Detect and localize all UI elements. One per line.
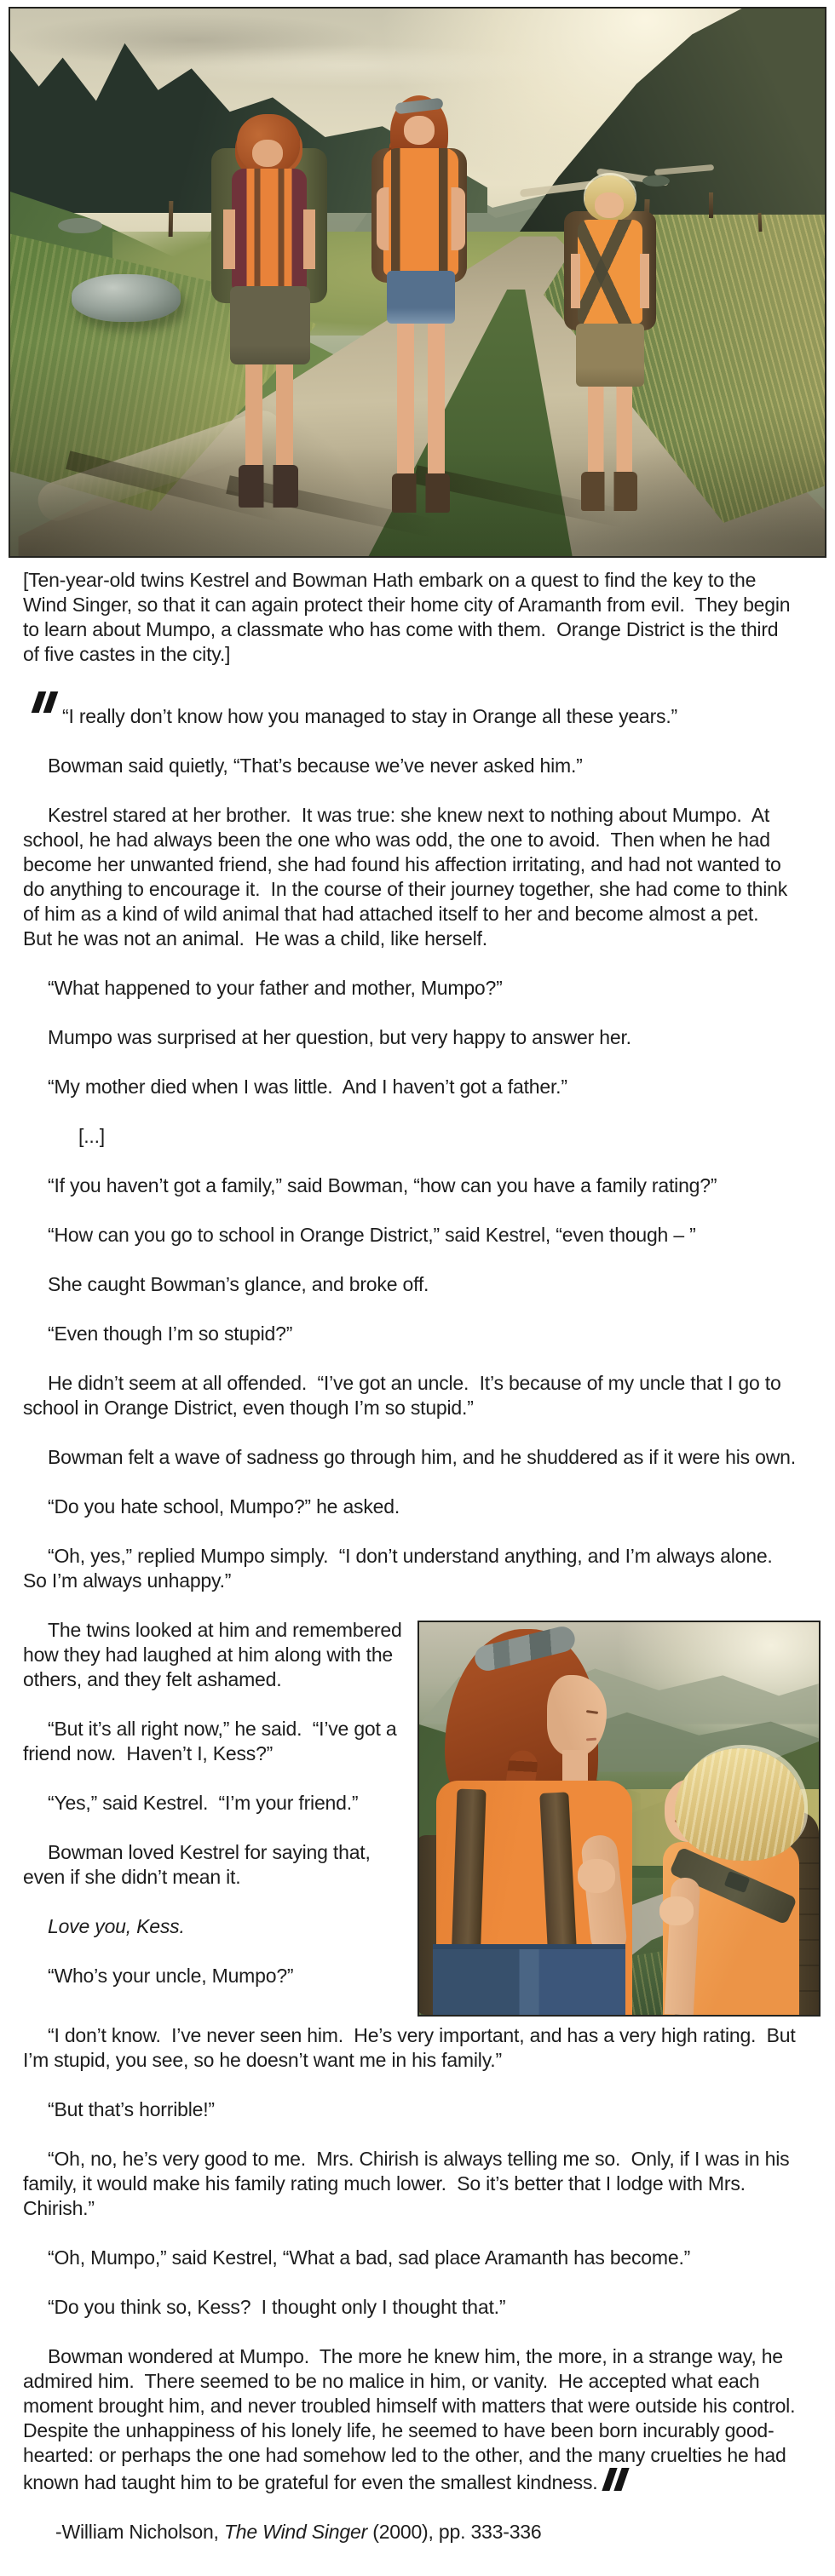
face xyxy=(252,140,283,167)
paragraph-text: He didn’t seem at all offended. “I’ve got an uncle. It’s because of my uncle that I go to school in Orange District, even though I’m so stupid.” xyxy=(23,1372,786,1419)
paragraph-text: “Do you think so, Kess? I thought only I thought that.” xyxy=(48,2296,506,2318)
quote-paragraph xyxy=(23,2097,797,2122)
paragraph-text: She caught Bowman’s glance, and broke off. xyxy=(48,1273,429,1295)
inset-photo-kestrel-mumpo xyxy=(418,1621,821,2017)
quote-paragraph xyxy=(23,754,797,778)
quote-paragraph xyxy=(23,1025,797,1050)
attribution-prefix: -William Nicholson, xyxy=(55,2521,224,2543)
shorts xyxy=(230,286,310,364)
girl-neck xyxy=(562,1750,588,1784)
quote-bar xyxy=(43,691,59,713)
paragraph-text: “Who’s your uncle, Mumpo?” xyxy=(48,1965,294,1987)
attribution-book-title: The Wind Singer xyxy=(223,2521,368,2543)
quote-paragraph xyxy=(23,1371,797,1420)
boots xyxy=(392,473,450,513)
paragraph-text: Kestrel stared at her brother. It was true: she knew next to nothing about Mumpo. At school, he had always been the one who was odd, the one to avoid. Then when he had become her unwanted friend, she had found his affection irritating, and had not wanted to do anything to encourage it. In the course of their journey together, she had come to think of him as a kind of wild animal that had attached itself to her and become almost a pet. But he was not an animal. He was a child, like herself. xyxy=(23,804,793,950)
paragraph-text: “Oh, Mumpo,” said Kestrel, “What a bad, sad place Aramanth has become.” xyxy=(48,2246,691,2269)
face xyxy=(404,116,435,145)
quote-bar xyxy=(614,2468,630,2491)
intro-caption xyxy=(23,568,797,667)
paragraph-text: “Even though I’m so stupid?” xyxy=(48,1322,293,1345)
quote-paragraph xyxy=(23,1495,797,1519)
boots xyxy=(581,472,637,511)
legs xyxy=(397,324,445,473)
paragraph-text: “Yes,” said Kestrel. “I’m your friend.” xyxy=(48,1792,359,1814)
quote-paragraph xyxy=(23,2023,801,2073)
arms xyxy=(223,209,315,269)
paragraph-text: “What happened to your father and mother, Mumpo?” xyxy=(48,977,503,999)
quote-paragraph xyxy=(23,1223,797,1248)
girl-jeans xyxy=(433,1944,625,2017)
paragraph-text: Bowman loved Kestrel for saying that, even if she didn’t mean it. xyxy=(23,1841,376,1888)
paragraph-text: “But it’s all right now,” he said. “I’ve got a friend now. Haven’t I, Kess?” xyxy=(23,1718,402,1764)
arms xyxy=(571,254,649,308)
intro-text: [Ten-year-old twins Kestrel and Bowman Hath embark on a quest to find the key to the Wind Singer, so that it can again protect their home city of Aramanth from evil. They begin to learn about Mumpo, a classmate who has come with them. Orange District is the third of five castes in the city.] xyxy=(23,569,796,665)
paragraph-text: Love you, Kess. xyxy=(48,1915,185,1937)
quote-paragraph xyxy=(23,1173,797,1198)
attribution xyxy=(23,2520,797,2544)
quote-paragraph xyxy=(23,1544,797,1593)
attribution-suffix: (2000), pp. 333-336 xyxy=(367,2521,542,2543)
arms xyxy=(377,187,465,250)
quote-paragraph xyxy=(23,976,797,1001)
quote-paragraph xyxy=(23,1322,797,1346)
shorts xyxy=(576,324,644,387)
paragraph-text: Mumpo was surprised at her question, but very happy to answer her. xyxy=(48,1026,631,1048)
quote-paragraph xyxy=(23,691,797,729)
quote-paragraph xyxy=(23,2246,797,2270)
paragraph-text: “I really don’t know how you managed to stay in Orange all these years.” xyxy=(62,705,677,727)
paragraph-text: “Do you hate school, Mumpo?” he asked. xyxy=(48,1495,400,1517)
text-column xyxy=(0,568,835,2544)
quote-paragraph xyxy=(23,2147,797,2221)
denim-shorts xyxy=(387,271,455,324)
quote-paragraph xyxy=(23,1272,797,1297)
legs xyxy=(588,387,632,475)
paragraph-text: “How can you go to school in Orange District,” said Kestrel, “even though – ” xyxy=(48,1224,696,1246)
paragraph-text: “I don’t know. I’ve never seen him. He’s very important, and has a very high rating. But I’m stupid, you see, so he doesn’t want me in his family.” xyxy=(23,2024,801,2071)
paragraph-text: “Oh, yes,” replied Mumpo simply. “I don’t understand anything, and I’m always alone. So I’m always unhappy.” xyxy=(23,1545,783,1592)
red-haired-boy-figure xyxy=(215,114,324,508)
paragraph-text: “Oh, no, he’s very good to me. Mrs. Chirish is always telling me so. Only, if I was in his family, it would make his family rating much lower. So it’s better that I lodge with Mrs. Chirish.” xyxy=(23,2148,795,2219)
boy-hair xyxy=(675,1748,804,1861)
quote-section-with-inset-photo xyxy=(23,1618,806,2495)
quote-paragraph xyxy=(23,2344,806,2495)
paragraph-text: Bowman felt a wave of sadness go through him, and he shuddered as if it were his own. xyxy=(48,1446,796,1468)
hero-photo-children-hiking xyxy=(9,7,826,558)
quote-paragraph xyxy=(23,2295,797,2320)
girl-figure xyxy=(378,94,464,513)
paragraph-text: The twins looked at him and remembered how they had laughed at him along with the others, and they felt ashamed. xyxy=(23,1619,407,1690)
legs xyxy=(245,364,293,468)
quote-paragraph xyxy=(23,1445,797,1470)
blond-boy-figure xyxy=(569,175,651,508)
paragraph-text: [...] xyxy=(78,1125,105,1147)
paragraph-text: Bowman wondered at Mumpo. The more he knew him, the more, in a strange way, he admired him. There seemed to be no malice in him, or vanity. He accepted what each moment brought him, and never troubled himself with matters that were outside his control. Despite the unhappiness of his lonely life, he seemed to have been born incurably good-hearted: or perhaps the one had somehow led to the other, and the many cruelties he had known had taught him to be grateful for even the smallest kindness. xyxy=(23,2345,806,2493)
paragraph-text: “But that’s horrible!” xyxy=(48,2098,215,2120)
paragraph-text: Bowman said quietly, “That’s because we’ve never asked him.” xyxy=(48,754,583,777)
paragraph-text: “My mother died when I was little. And I haven’t got a father.” xyxy=(48,1076,567,1098)
quote-paragraph xyxy=(23,1075,797,1099)
paragraph-text: “If you haven’t got a family,” said Bowman, “how can you have a family rating?” xyxy=(48,1174,717,1196)
boots xyxy=(239,465,298,508)
quote-section-top xyxy=(23,691,797,1593)
close-quote-icon xyxy=(602,2468,629,2491)
face xyxy=(595,192,624,218)
quote-paragraph xyxy=(23,1124,797,1149)
boy-hand xyxy=(659,1896,694,1925)
open-quote-icon xyxy=(32,691,55,713)
quote-paragraph xyxy=(23,803,797,951)
girl-hand xyxy=(578,1859,615,1893)
